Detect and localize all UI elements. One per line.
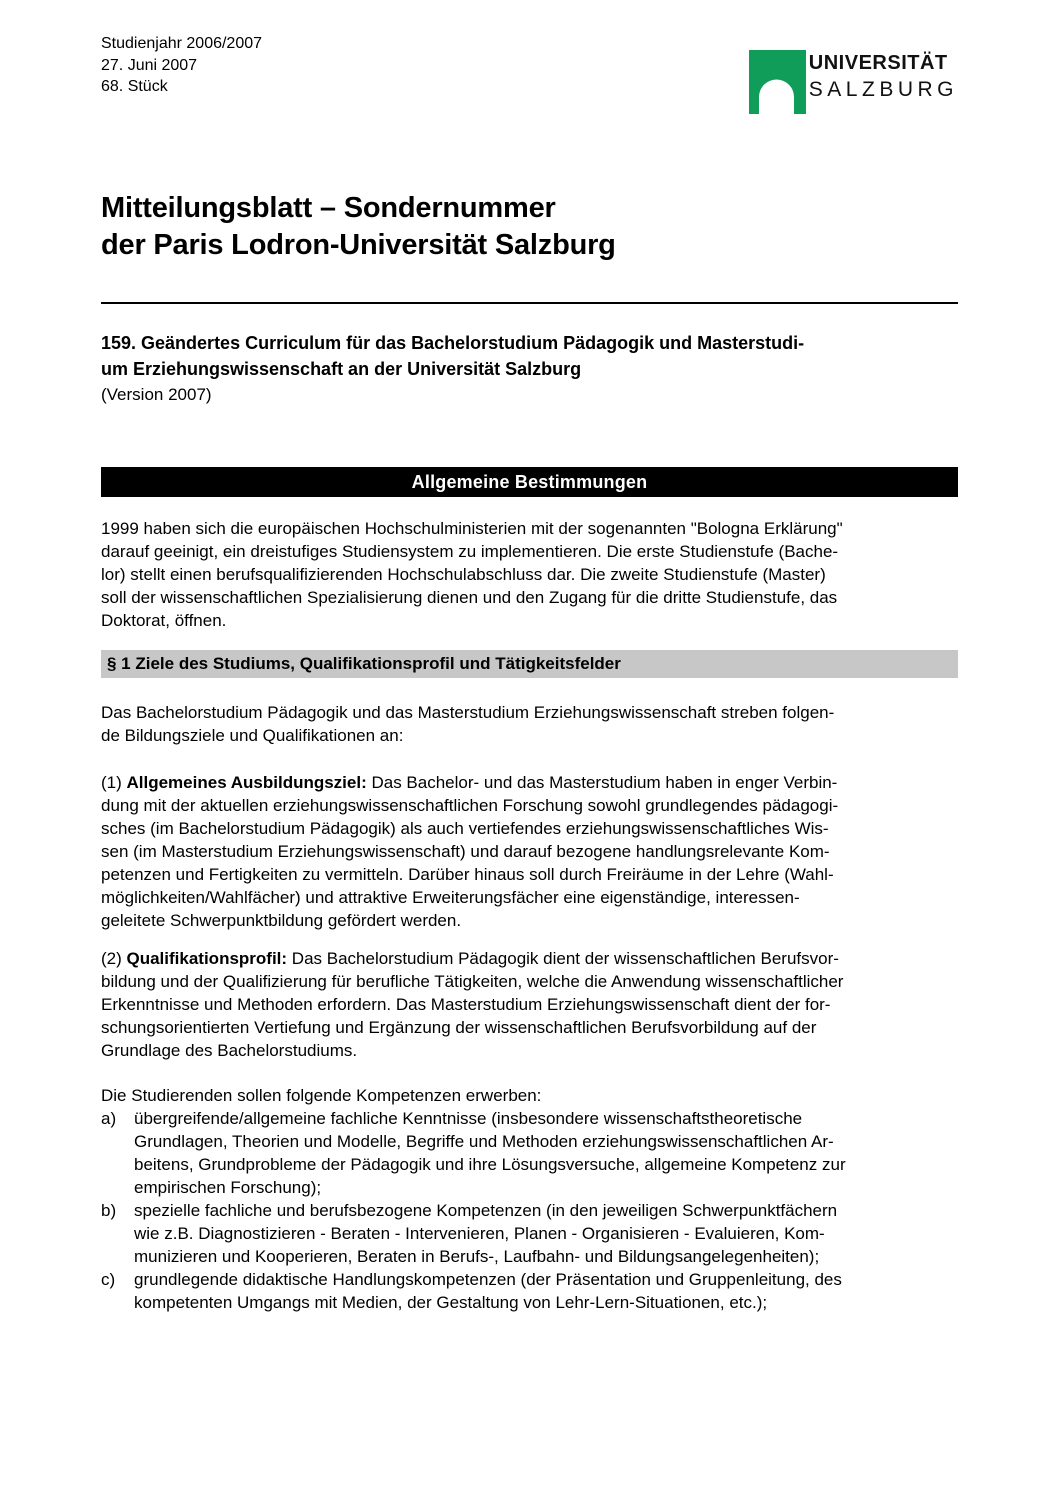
list-marker: c) — [101, 1269, 116, 1289]
competence-lead-line: Die Studierenden sollen folgende Kompetenzen erwerben: — [101, 1085, 542, 1105]
logo-universitaet-text: UNIVERSITÄT — [808, 52, 948, 74]
paragraph-line: soll der wissenschaftlichen Spezialisierung dienen und den Zugang für die dritte Studienstufe, das — [101, 587, 838, 607]
ziele-intro-paragraph — [101, 701, 958, 747]
document-title — [101, 190, 958, 264]
paragraph-line: petenzen und Fertigkeiten zu vermitteln. Darüber hinaus soll durch Freiräume in der Lehre (Wahl- — [101, 864, 834, 884]
article-heading — [101, 331, 958, 408]
list-line: übergreifende/allgemeine fachliche Kenntnisse (insbesondere wissenschaftstheoretische — [134, 1108, 803, 1128]
paragraph-number: (1) — [101, 772, 127, 792]
paragraph-line: Doktorat, öffnen. — [101, 610, 227, 630]
version-label: (Version 2007) — [101, 385, 212, 404]
section-heading-paragraph-1: § 1 Ziele des Studiums, Qualifikationsprofil und Tätigkeitsfelder — [101, 650, 958, 678]
paragraph-line: Grundlage des Bachelorstudiums. — [101, 1040, 358, 1060]
paragraph-line: möglichkeiten/Wahlfächer) und attraktive Erweiterungsfächer eine eigenständige, interessen- — [101, 887, 800, 907]
list-line: beitens, Grundprobleme der Pädagogik und ihre Lösungsversuche, allgemeine Kompetenz zur — [134, 1154, 846, 1174]
list-item-text — [134, 1268, 958, 1314]
document-title-line-2: der Paris Lodron-Universität Salzburg — [101, 229, 616, 261]
list-marker: b) — [101, 1200, 117, 1220]
paragraph-line: geleitete Schwerpunktbildung gefördert werden. — [101, 910, 462, 930]
paragraph-line: sen (im Masterstudium Erziehungswissenschaft) und darauf bezogene handlungsrelevante Kom- — [101, 841, 830, 861]
issue-year-line: Studienjahr 2006/2007 — [101, 35, 263, 52]
paragraph-line: bildung und der Qualifizierung für berufliche Tätigkeiten, welche die Anwendung wissenschaftlicher — [101, 971, 844, 991]
list-item-c — [101, 1268, 958, 1314]
paragraph-line: Erkenntnisse und Methoden erfordern. Das Masterstudium Erziehungswissenschaft dient der for- — [101, 994, 831, 1014]
paragraph-line — [101, 771, 958, 794]
bold-label: Allgemeines Ausbildungsziel: — [126, 772, 367, 792]
paragraph-line: schungsorientierten Vertiefung und Ergänzung der wissenschaftlichen Berufsvorbildung auf der — [101, 1017, 817, 1037]
title-divider — [101, 302, 958, 304]
list-line: Grundlagen, Theorien und Modelle, Begriffe und Methoden erziehungswissenschaftlichen Ar- — [134, 1131, 834, 1151]
section-banner-allgemeine-bestimmungen: Allgemeine Bestimmungen — [101, 467, 958, 497]
logo-salzburg-text: SALZBURG — [808, 78, 958, 101]
paragraph-2-qualifikationsprofil — [101, 947, 958, 1062]
list-line: munizieren und Kooperieren, Beraten in Berufs-, Laufbahn- und Bildungsangelegenheiten); — [134, 1246, 820, 1266]
university-arch-icon — [749, 50, 806, 114]
list-line: spezielle fachliche und berufsbezogene Kompetenzen (in den jeweiligen Schwerpunktfächern — [134, 1200, 838, 1220]
paragraph-number: (2) — [101, 948, 127, 968]
list-item-a — [101, 1107, 958, 1199]
list-item-text — [134, 1107, 958, 1199]
article-heading-line-2: um Erziehungswissenschaft an der Universität Salzburg — [101, 358, 582, 379]
issue-number-line: 68. Stück — [101, 78, 168, 95]
intro-paragraph — [101, 517, 958, 632]
paragraph-line: Das Bachelorstudium Pädagogik und das Masterstudium Erziehungswissenschaft streben folgen- — [101, 702, 835, 722]
paragraph-1-ausbildungsziel — [101, 771, 958, 932]
paragraph-line: lor) stellt einen berufsqualifizierenden Hochschulabschluss dar. Die zweite Studienstufe (Master) — [101, 564, 826, 584]
issue-date-line: 27. Juni 2007 — [101, 56, 198, 74]
paragraph-line: darauf geeinigt, ein dreistufiges Studiensystem zu implementieren. Die erste Studienstufe (Bache- — [101, 541, 839, 561]
paragraph-line: de Bildungsziele und Qualifikationen an: — [101, 725, 404, 745]
bold-label: Qualifikationsprofil: — [126, 948, 288, 968]
list-line: wie z.B. Diagnostizieren - Beraten - Intervenieren, Planen - Organisieren - Evaluieren, Kom- — [134, 1223, 825, 1243]
paragraph-line: 1999 haben sich die europäischen Hochschulministerien mit der sogenannten "Bologna Erklärung" — [101, 518, 843, 538]
issue-meta — [101, 33, 262, 98]
list-item-b — [101, 1199, 958, 1268]
paragraph-line: sches (im Bachelorstudium Pädagogik) als auch vertiefendes erziehungswissenschaftliches Wis- — [101, 818, 829, 838]
article-heading-line-1: 159. Geändertes Curriculum für das Bachelorstudium Pädagogik und Masterstudi- — [101, 333, 805, 353]
document-title-line-1: Mitteilungsblatt – Sondernummer — [101, 192, 556, 224]
list-item-text — [134, 1199, 958, 1268]
list-line: kompetenten Umgangs mit Medien, der Gestaltung von Lehr-Lern-Situationen, etc.); — [134, 1292, 768, 1312]
page-header — [101, 33, 958, 115]
paragraph-text: Das Bachelor- und das Masterstudium haben in enger Verbin- — [366, 772, 838, 792]
paragraph-line: dung mit der aktuellen erziehungswissenschaftlichen Forschung sowohl grundlegendes pädagogi- — [101, 795, 839, 815]
paragraph-text: Das Bachelorstudium Pädagogik dient der wissenschaftlichen Berufsvor- — [287, 948, 839, 968]
list-line: empirischen Forschung); — [134, 1177, 322, 1197]
university-logo — [749, 50, 958, 114]
competence-section — [101, 1084, 958, 1314]
university-logo-text — [809, 50, 958, 114]
list-marker: a) — [101, 1108, 117, 1128]
list-line: grundlegende didaktische Handlungskompetenzen (der Präsentation und Gruppenleitung, des — [134, 1269, 842, 1289]
paragraph-line — [101, 947, 958, 970]
